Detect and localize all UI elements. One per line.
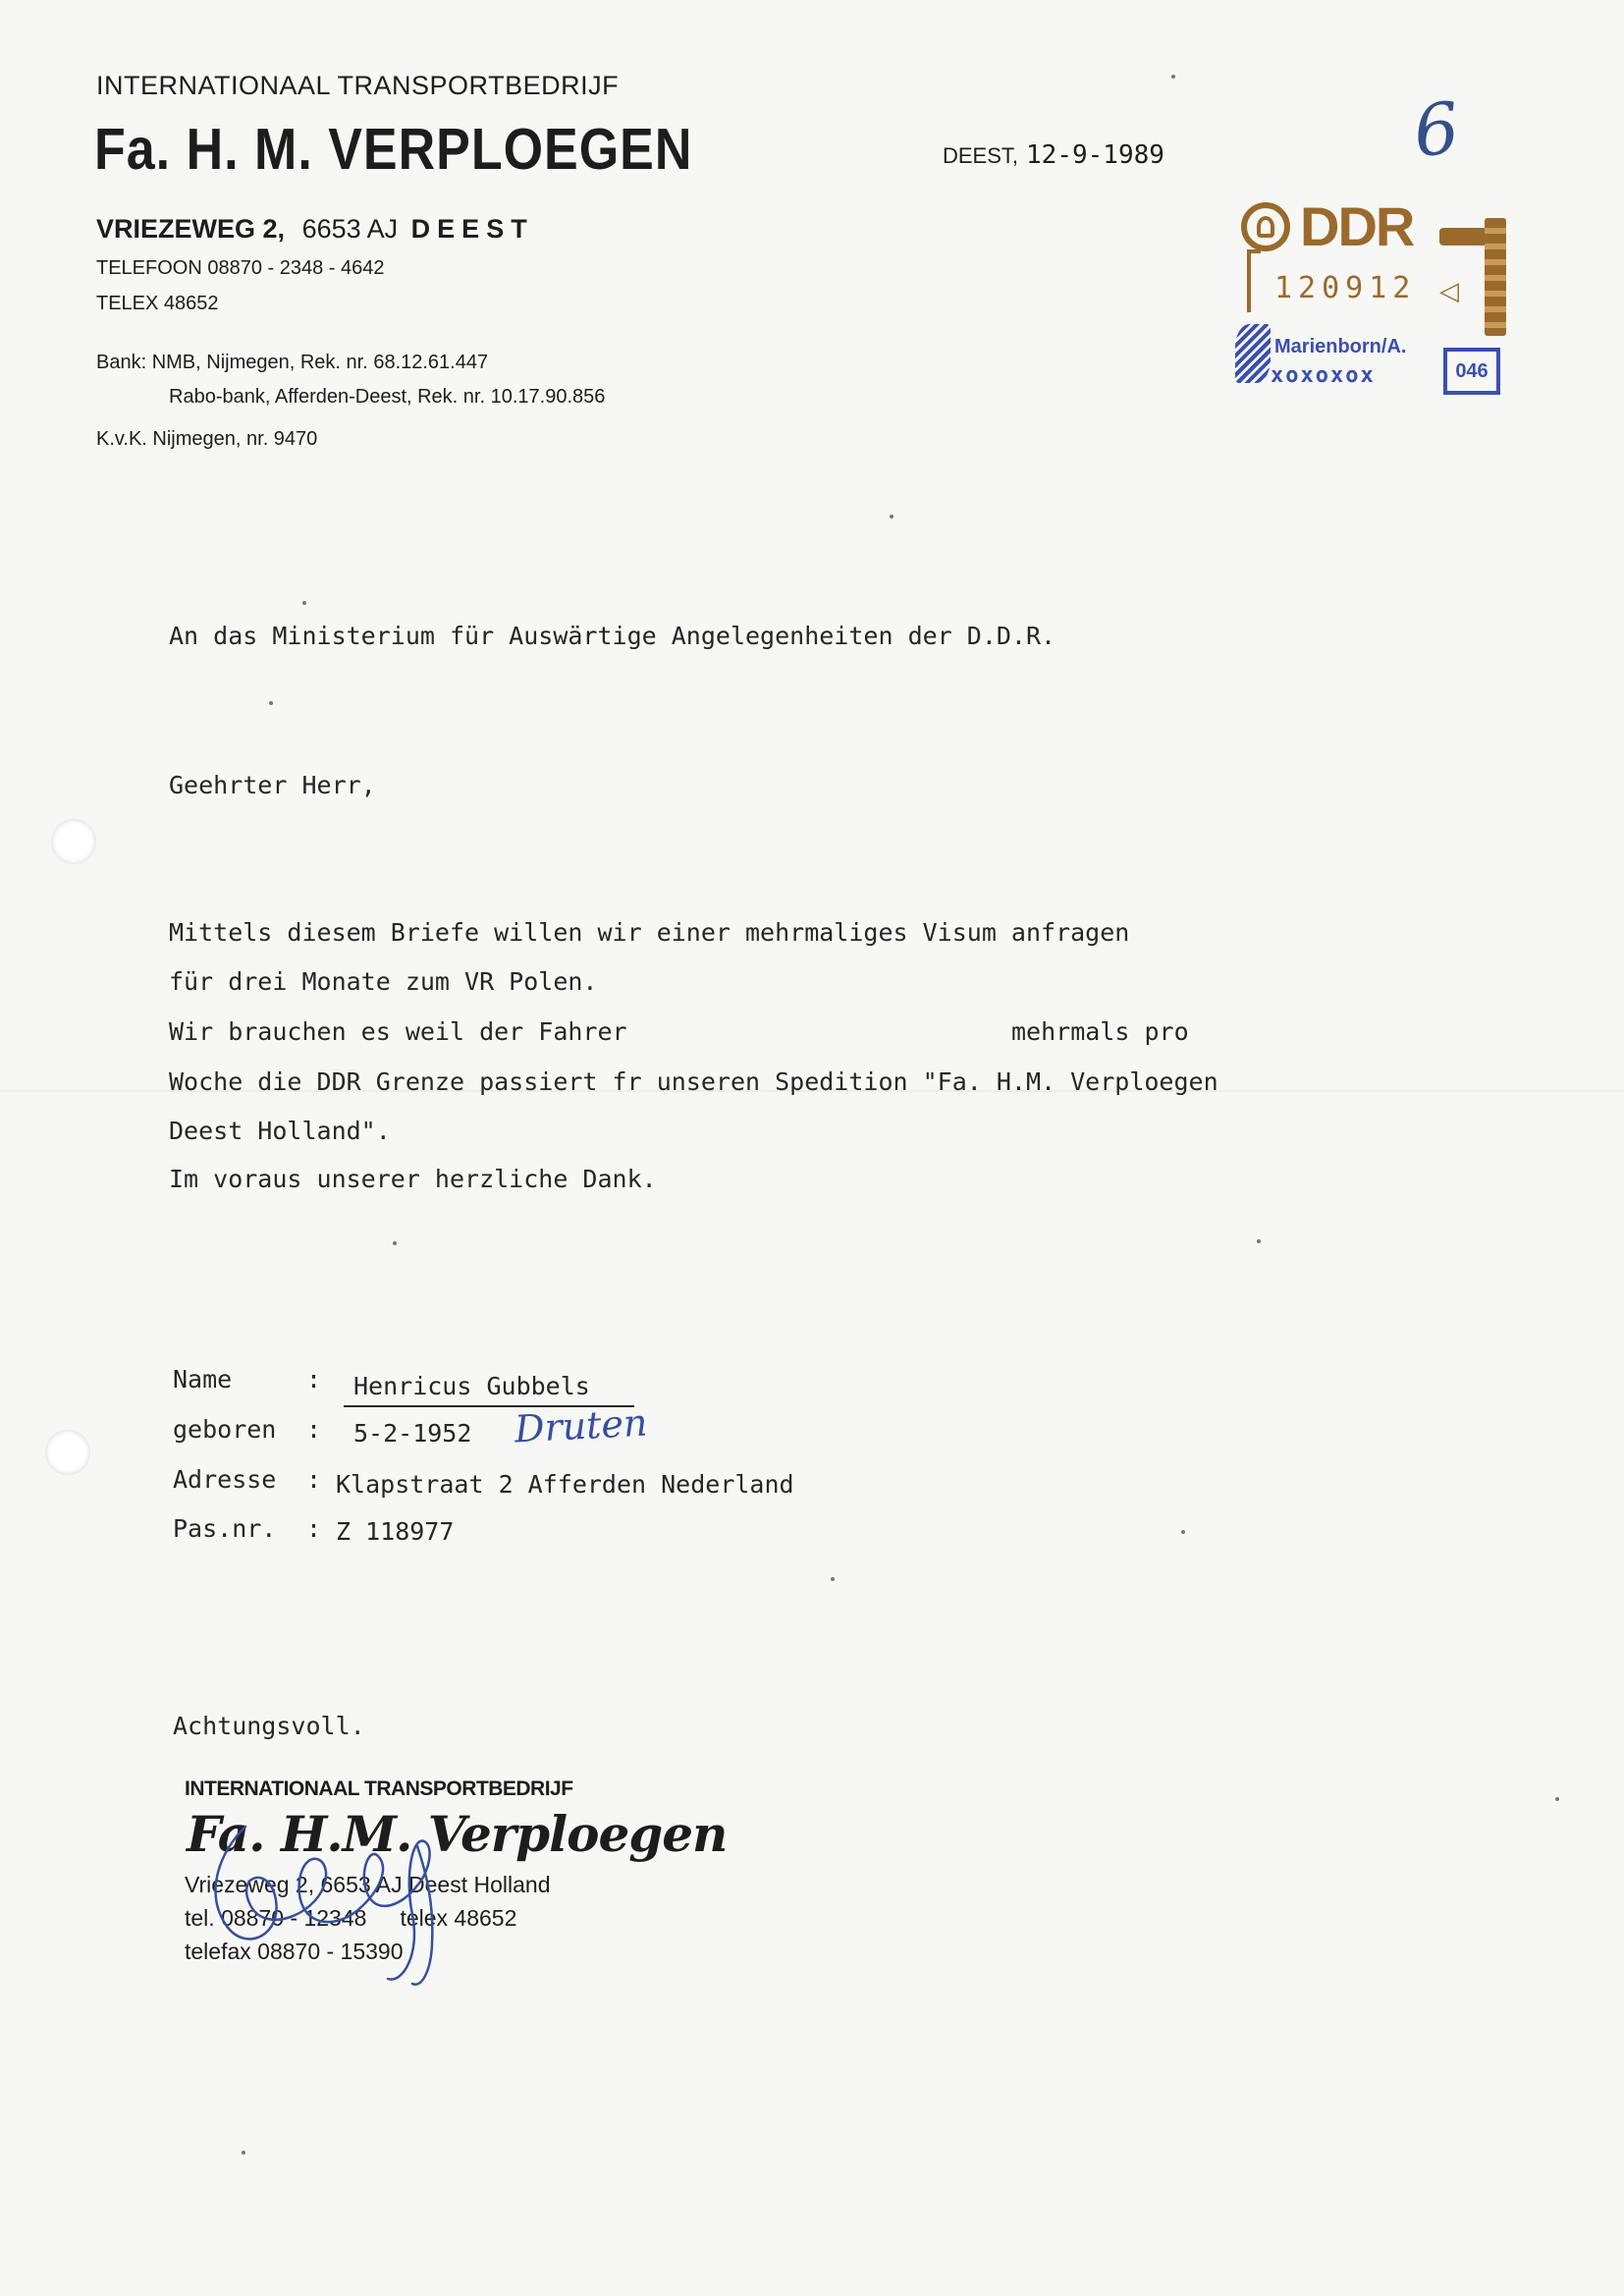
letter-line-1: Mittels diesem Briefe willen wir einer mehrmaliges Visum anfragen bbox=[169, 918, 1130, 947]
paper-speck bbox=[269, 701, 273, 705]
letterhead-city: DEEST bbox=[410, 214, 534, 244]
letter-line-3a: Wir brauchen es weil der Fahrer bbox=[169, 1017, 627, 1046]
paper-speck bbox=[831, 1577, 835, 1581]
letter-line-4: Woche die DDR Grenze passiert fr unseren Spedition "Fa. H.M. Verploegen bbox=[169, 1067, 1218, 1096]
field-label-name: Name bbox=[173, 1365, 233, 1394]
letterhead-postcode: 6653 AJ bbox=[301, 214, 399, 244]
field-colon: : bbox=[306, 1365, 322, 1394]
handwritten-page-mark: 6 bbox=[1409, 85, 1464, 174]
letter-salutation: Geehrter Herr, bbox=[169, 771, 376, 799]
letterhead-company: Fa. H. M. VERPLOEGEN bbox=[94, 117, 693, 183]
paper-speck bbox=[1171, 75, 1175, 79]
signature-stamp-kicker: INTERNATIONAAL TRANSPORTBEDRIJF bbox=[185, 1777, 573, 1800]
field-value-name: Henricus Gubbels bbox=[353, 1372, 590, 1400]
punch-hole-top bbox=[51, 819, 96, 864]
stamp-date-code: 120912 bbox=[1274, 271, 1417, 305]
signature-stamp-tel: tel. 08870 - 12348 bbox=[185, 1905, 367, 1931]
field-label-born: geboren bbox=[173, 1415, 277, 1444]
field-born-place-handwritten: Druten bbox=[513, 1400, 649, 1451]
punch-hole-bottom bbox=[45, 1430, 90, 1475]
letterhead-kicker: INTERNATIONAAL TRANSPORTBEDRIJF bbox=[96, 71, 620, 100]
field-value-passport: Z 118977 bbox=[336, 1517, 455, 1546]
stamp-triangle-icon: ◁ bbox=[1439, 277, 1459, 305]
field-label-address: Adresse bbox=[173, 1465, 277, 1494]
letterhead-street: VRIEZEWEG 2, bbox=[96, 214, 286, 244]
letterhead-kvk: K.v.K. Nijmegen, nr. 9470 bbox=[96, 428, 318, 450]
ddr-border-stamp bbox=[1235, 192, 1530, 409]
field-value-born: 5-2-1952 bbox=[353, 1419, 472, 1448]
ddr-emblem-icon bbox=[1241, 202, 1290, 251]
field-colon: : bbox=[306, 1465, 322, 1494]
paper-speck bbox=[1257, 1239, 1261, 1243]
field-value-address: Klapstraat 2 Afferden Nederland bbox=[336, 1470, 794, 1499]
letterhead-bank-nmb: Bank: NMB, Nijmegen, Rek. nr. 68.12.61.447 bbox=[96, 352, 489, 373]
stamp-barrier-icon bbox=[1485, 218, 1506, 336]
paper-speck bbox=[890, 515, 893, 519]
field-colon: : bbox=[306, 1514, 322, 1543]
letter-date bbox=[943, 140, 1164, 170]
paper-speck bbox=[242, 2151, 245, 2155]
letter-closing: Achtungsvoll. bbox=[173, 1712, 365, 1740]
letterhead-bank-rabo: Rabo-bank, Afferden-Deest, Rek. nr. 10.17.90.856 bbox=[169, 386, 606, 408]
paper-speck bbox=[1555, 1797, 1559, 1801]
letter-line-6: Im voraus unserer herzliche Dank. bbox=[169, 1165, 657, 1193]
letterhead-address bbox=[96, 214, 534, 245]
stamp-country: DDR bbox=[1300, 195, 1414, 257]
letter-line-3b: mehrmals pro bbox=[1011, 1017, 1189, 1046]
paper-speck bbox=[1181, 1530, 1185, 1534]
field-colon: : bbox=[306, 1415, 322, 1444]
handwritten-signature bbox=[177, 1787, 530, 1994]
field-label-passport: Pas.nr. bbox=[173, 1514, 277, 1543]
paper-speck bbox=[302, 601, 306, 605]
letter-line-2: für drei Monate zum VR Polen. bbox=[169, 967, 598, 996]
signature-stamp-brand: Fa. H.M. Verploegen bbox=[187, 1805, 728, 1863]
stamp-leaf-icon bbox=[1235, 324, 1271, 383]
letterhead-telex: TELEX 48652 bbox=[96, 293, 219, 314]
stamp-number: 046 bbox=[1443, 348, 1500, 395]
date-value: 12-9-1989 bbox=[1026, 140, 1164, 170]
signature-stamp-telefax: telefax 08870 - 15390 bbox=[185, 1939, 404, 1964]
letter-addressee: An das Ministerium für Auswärtige Angelegenheiten der D.D.R. bbox=[169, 622, 1056, 650]
letter-line-5: Deest Holland". bbox=[169, 1117, 391, 1145]
stamp-pattern: xoxoxox bbox=[1271, 363, 1376, 388]
date-place: DEEST, bbox=[943, 143, 1019, 168]
signature-stamp-address: Vriezeweg 2, 6653 AJ Deest Holland bbox=[185, 1872, 551, 1897]
signature-stamp-telex: telex 48652 bbox=[400, 1905, 517, 1931]
stamp-place: Marienborn/A. bbox=[1274, 336, 1407, 357]
stamp-bracket bbox=[1247, 249, 1261, 312]
letterhead-phone: TELEFOON 08870 - 2348 - 4642 bbox=[96, 257, 385, 279]
paper-speck bbox=[393, 1241, 397, 1245]
